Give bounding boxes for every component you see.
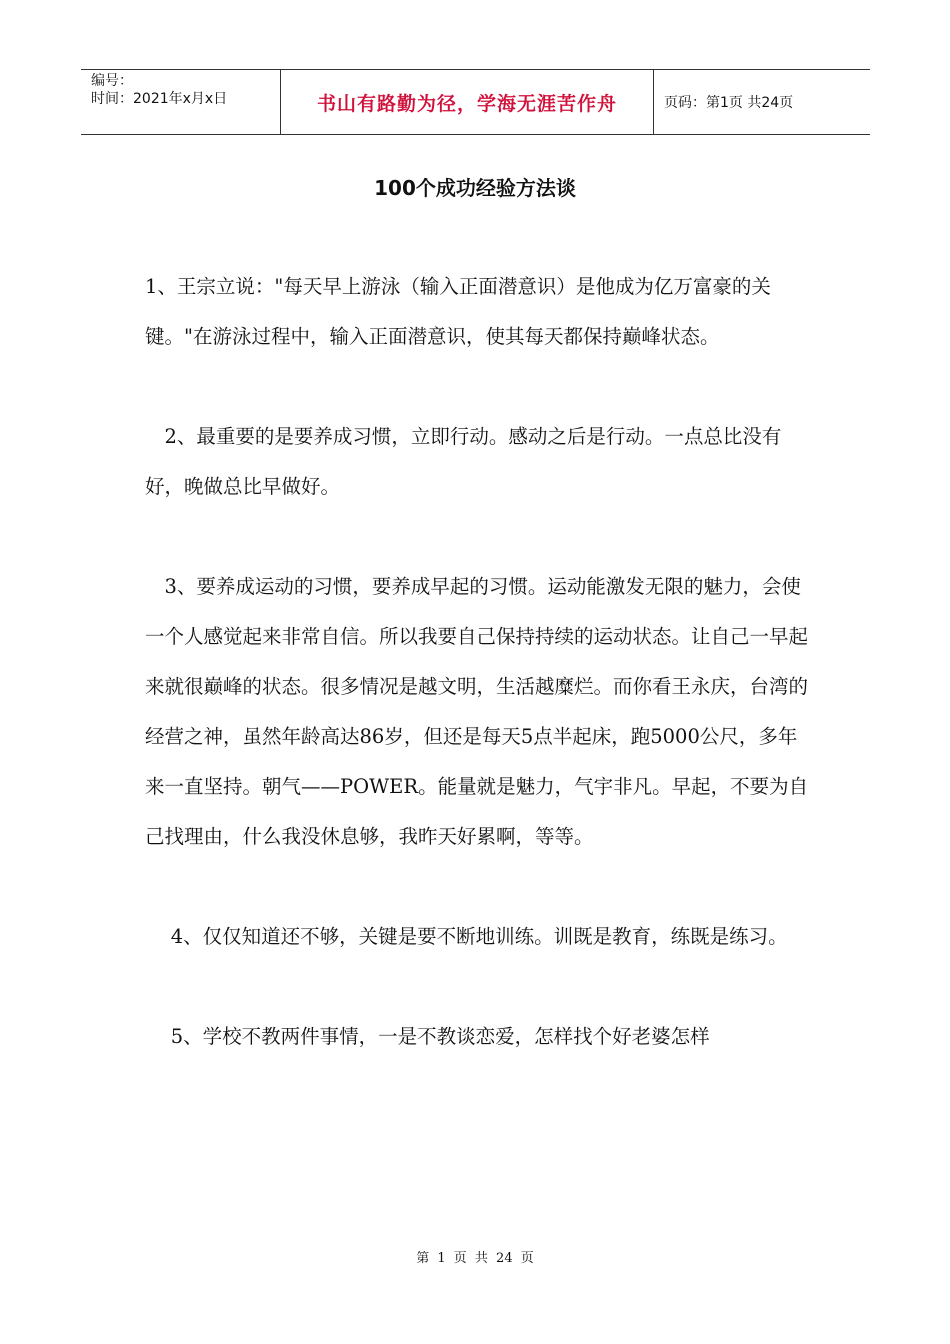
paragraph-2: 2、最重要的是要养成习惯，立即行动。感动之后是行动。一点总比没有好，晚做总比早做好。 xyxy=(145,425,782,498)
paragraph-5: 5、学校不教两件事情，一是不教谈恋爱，怎样找个好老婆怎样 xyxy=(145,1025,710,1048)
header-meta xyxy=(81,70,281,134)
page-footer: 第 1 页 共 24 页 xyxy=(416,1251,534,1266)
paragraph-1: 1、王宗立说："每天早上游泳（输入正面潜意识）是他成为亿万富豪的关键。"在游泳过程中，输入正面潜意识，使其每天都保持巅峰状态。 xyxy=(145,275,771,348)
page-header xyxy=(81,69,870,135)
paragraph-4: 4、仅仅知道还不够，关键是要不断地训练。训既是教育，练既是练习。 xyxy=(145,925,788,948)
header-date-label: 时间：2021年x月x日 xyxy=(91,91,228,107)
document-title: 100个成功经验方法谈 xyxy=(374,176,576,200)
header-page-code: 页码：第1页 共24页 xyxy=(664,95,794,111)
document-body xyxy=(145,262,810,1112)
header-number-label: 编号： xyxy=(91,73,133,89)
header-slogan: 书山有路勤为径，学海无涯苦作舟 xyxy=(281,70,654,134)
paragraph-3: 3、要养成运动的习惯，要养成早起的习惯。运动能激发无限的魅力，会使一个人感觉起来非常自信。所以我要自己保持持续的运动状态。让自己一早起来就很巅峰的状态。很多情况是越文明，生活越糜烂。而你看王永庆，台湾的经营之神，虽然年龄高达86岁，但还是每天5点半起床，跑5000公尺，多年来一直坚持。朝气——POWER。能量就是魅力，气宇非凡。早起，不要为自己找理由，什么我没休息够，我昨天好累啊，等等。 xyxy=(145,575,809,848)
